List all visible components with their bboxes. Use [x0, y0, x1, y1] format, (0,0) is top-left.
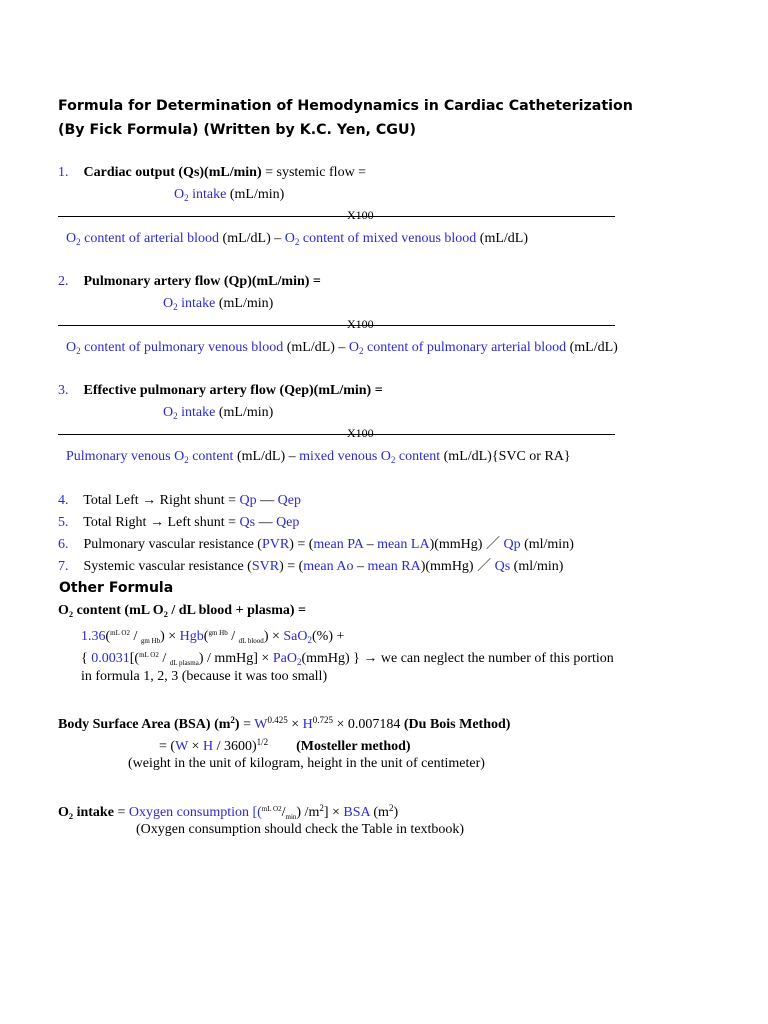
page-title-line1: Formula for Determination of Hemodynamics in Cardiac Catheterization: [58, 98, 633, 114]
arrow-right-icon: →: [142, 493, 157, 508]
item5: 5. Total Right → Left shunt = Qs — Qep: [58, 515, 300, 530]
item2-fraction-line: [58, 325, 615, 326]
o2-content-line3: in formula 1, 2, 3 (because it was too small): [81, 669, 328, 684]
o2-intake-note: (Oxygen consumption should check the Table in textbook): [136, 822, 465, 837]
item6: 6. Pulmonary vascular resistance (PVR) = (mean PA – mean LA)(mmHg) ／ Qp (ml/min): [58, 537, 574, 552]
item4: 4. Total Left → Right shunt = Qp — Qep: [58, 493, 301, 508]
bsa-note: (weight in the unit of kilogram, height in the unit of centimeter): [128, 756, 485, 771]
item3-heading: 3. Effective pulmonary artery flow (Qep)(mL/min) =: [58, 383, 383, 398]
o2-content-heading: O₂ content (mL O₂ / dL blood + plasma) =: [58, 603, 306, 618]
item7: 7. Systemic vascular resistance (SVR) = (mean Ao – mean RA)(mmHg) ／ Qs (ml/min): [58, 559, 564, 574]
arrow-right-icon: →: [363, 651, 378, 666]
item2-denominator: $O_2$ content of pulmonary venous blood $(mL/dL) - O_2$ content of pulmonary arterial blood (mL/dL): [66, 340, 618, 356]
o2-content-line1: 1.36($^{mL O2}$ / $_{gm Hb}$) × Hgb($^{gm Hb}$ / $_{dL blood}$) × SaO$_2$(%) +: [81, 629, 345, 645]
item1-fraction-line: [58, 216, 615, 217]
bsa-line1: Body Surface Area (BSA) $(m^2) = W^{0.425} \times H^{0.725} \times 0.007184$ (Du Bois Method): [58, 715, 511, 732]
other-formula-heading: Other Formula: [59, 580, 174, 596]
page-title-line2: (By Fick Formula) (Written by K.C. Yen, CGU): [58, 122, 416, 138]
item1-x100: X100: [347, 208, 374, 222]
item3-numerator: $O_2$ intake (mL/min): [163, 405, 274, 421]
item1-denominator: $O_2$ content of arterial blood $(mL/dL) - O_2$ content of mixed venous blood (mL/dL): [66, 231, 529, 247]
item2-numerator: $O_2$ intake (mL/min): [163, 296, 274, 312]
item3-x100: X100: [347, 426, 374, 440]
item1-numerator: $O_2$ intake (mL/min): [174, 187, 285, 203]
o2-intake-line: O₂ intake = Oxygen consumption $[(^{mL O2}/_{min}) /m^2]$ × BSA $(m^2)$: [58, 803, 399, 821]
item3-denominator: Pulmonary venous $O_2$ content (mL/dL) – mixed venous $O_2$ content (mL/dL){SVC or RA}: [66, 449, 571, 465]
item2-x100: X100: [347, 317, 374, 331]
item1-heading: 1. Cardiac output (Qs)(mL/min) = systemic flow =: [58, 165, 367, 180]
arrow-right-icon: →: [149, 515, 164, 530]
item2-heading: 2. Pulmonary artery flow (Qp)(mL/min) =: [58, 274, 321, 289]
o2-content-line2: { 0.0031[($^{mL O2}$ / $_{dL plasma}$) / mmHg] × PaO$_2$(mmHg) } → we can neglect the number of this portion: [81, 651, 614, 667]
bsa-line2: = $(W \times H / 3600)^{1/2}$ (Mosteller method): [159, 737, 411, 754]
item3-fraction-line: [58, 434, 615, 435]
